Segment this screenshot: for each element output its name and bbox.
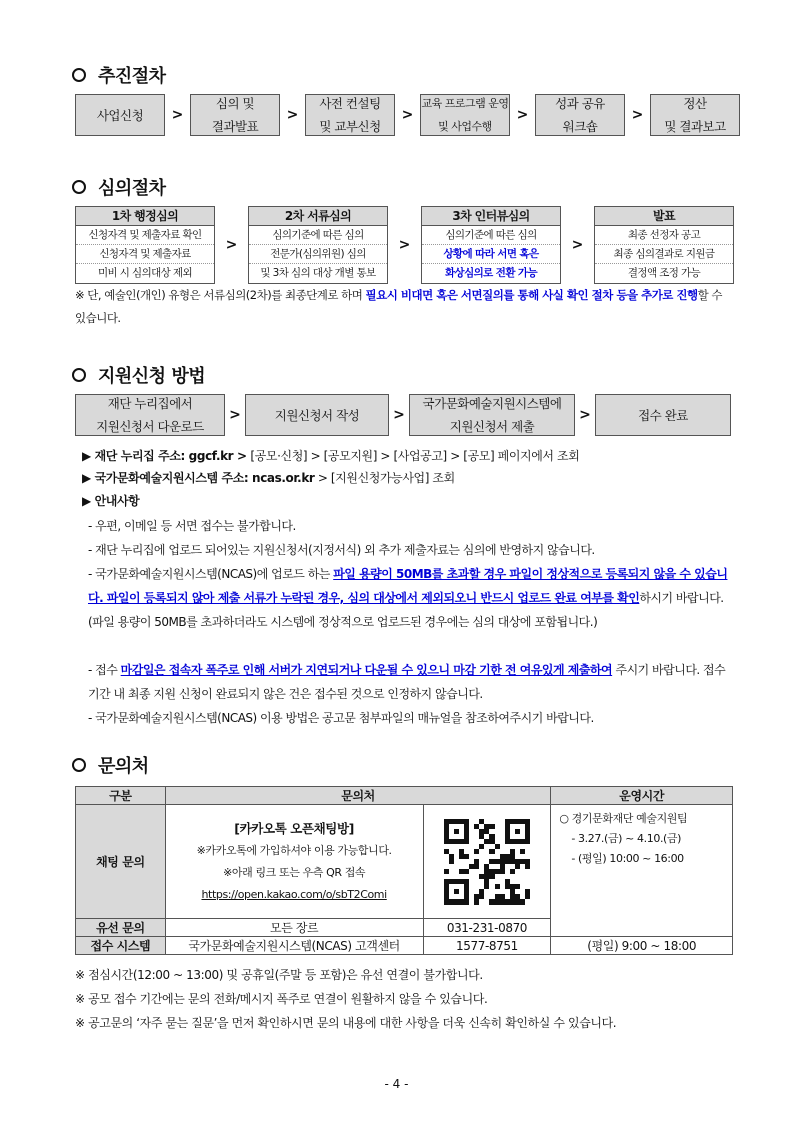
step-label: 지원신청서 다운로드 [96, 419, 204, 434]
kakao-openchat-link[interactable]: https://open.kakao.com/o/sbT2Comi [201, 887, 387, 901]
review-stage-3 [421, 206, 561, 284]
stage-line: 심의기준에 따른 심의 [249, 226, 387, 245]
guide-text: - 접수 [88, 663, 121, 677]
review-stage-1 [75, 206, 215, 284]
step-label: 심의 및 [215, 96, 255, 111]
step-label: 접수 완료 [638, 407, 688, 423]
section-title-text: 문의처 [98, 756, 149, 777]
qr-code-icon[interactable] [444, 819, 530, 905]
arrow-icon: > [286, 107, 299, 123]
chat-info [165, 805, 423, 919]
guide-item-5: - 국가문화예술지원시스템(NCAS) 이용 방법은 공고문 첨부파일의 매뉴얼을 참조하여주시기 바랍니다. [88, 711, 594, 725]
page-number: - 4 - [384, 1077, 409, 1091]
arrow-icon: > [225, 237, 238, 253]
arrow-icon: > [171, 107, 184, 123]
stage-line: 최종 심의결과로 지원금 [595, 245, 733, 264]
step-label: 워크숍 [562, 119, 598, 134]
bullet-bold: ▶ 국가문화예술지원시스템 주소: ncas.or.kr [82, 471, 315, 485]
table-header: 구분 [76, 787, 166, 805]
step-label: 및 교부신청 [319, 119, 381, 134]
contact-note-1: ※ 점심시간(12:00 ~ 13:00) 및 공휴일(주말 등 포함)은 유선 연결이 불가합니다. [75, 968, 483, 982]
phone-desc: 모든 장르 [165, 919, 423, 937]
procedure-step-3 [305, 94, 395, 136]
bullet-bold: ▶ 재단 누리집 주소: ggcf.kr > [82, 449, 251, 463]
review-stage-2 [248, 206, 388, 284]
circle-icon [72, 68, 86, 82]
bullet-bold: ▶ 안내사항 [82, 494, 140, 508]
row-label-phone: 유선 문의 [76, 919, 166, 937]
step-label: 및 결과보고 [664, 119, 726, 134]
hours-line: - (평일) 10:00 ~ 16:00 [571, 852, 684, 865]
chat-note: ※아래 링크 또는 우측 QR 접속 [223, 865, 366, 879]
contact-table [75, 786, 733, 955]
procedure-step-5 [535, 94, 625, 136]
table-header: 운영시간 [551, 787, 733, 805]
step-label: 지원신청서 제출 [449, 419, 535, 434]
section-title-text: 지원신청 방법 [98, 366, 206, 387]
note-text: ※ 단, 예술인(개인) 유형은 서류심의(2차)를 최종단계로 하며 [75, 288, 366, 302]
stage-line: 결정액 조정 가능 [627, 267, 701, 279]
bullet-ncas [82, 467, 455, 489]
guide-highlight: 파일 용량이 50MB를 초과할 경우 파일이 정상적으로 등록되지 않을 수 있습니다. 파일이 등록되지 않아 제출 서류가 누락된 경우, 심의 대상에서 제외되오니 반드시 업로드 완료 여부를 확인 [88, 567, 728, 605]
step-label: 재단 누리집에서 [107, 396, 193, 411]
stage-line-highlight: 화상심의로 전환 가능 [445, 267, 537, 279]
section-title-contact [72, 752, 149, 778]
section-title-procedure [72, 62, 166, 88]
hours-line: ○ 경기문화재단 예술지원팀 [559, 812, 688, 825]
circle-icon [72, 368, 86, 382]
row-label-system: 접수 시스템 [76, 937, 166, 955]
contact-note-3: ※ 공고문의 ‘자주 묻는 질문’을 먼저 확인하시면 문의 내용에 대한 사항을 더욱 신속히 확인하실 수 있습니다. [75, 1016, 617, 1030]
section-title-review [72, 174, 166, 200]
bullet-ggcf [82, 445, 579, 467]
guide-highlight: 마감일은 접속자 폭주로 인해 서버가 지연되거나 다운될 수 있으니 마감 기한 전 여유있게 제출하여 [120, 663, 613, 677]
system-desc: 국가문화예술지원시스템(NCAS) 고객센터 [165, 937, 423, 955]
review-note [75, 284, 735, 330]
apply-step-3 [409, 394, 575, 436]
arrow-icon: > [229, 407, 241, 423]
stage-head: 1차 행정심의 [76, 207, 214, 226]
stage-line: 최종 선정자 공고 [595, 226, 733, 245]
circle-icon [72, 758, 86, 772]
step-label: 정산 [683, 96, 707, 111]
arrow-icon: > [516, 107, 529, 123]
stage-head: 2차 서류심의 [249, 207, 387, 226]
hours-info [551, 805, 733, 937]
guide-text: - 국가문화예술지원시스템(NCAS)에 업로드 하는 [88, 567, 334, 581]
step-label: 교육 프로그램 운영 [421, 97, 509, 110]
stage-line: 미비 시 심의대상 제외 [97, 267, 193, 279]
table-header: 문의처 [165, 787, 551, 805]
review-flow [75, 206, 734, 284]
system-hours: (평일) 9:00 ~ 18:00 [551, 937, 733, 955]
stage-line: 신청자격 및 제출자료 [76, 245, 214, 264]
arrow-icon: > [579, 407, 591, 423]
guide-item-3 [88, 562, 733, 634]
note-highlight: 필요시 비대면 혹은 서면질의를 통해 사실 확인 절차 등을 추가로 진행 [365, 288, 698, 302]
stage-line: 심의기준에 따른 심의 [422, 226, 560, 245]
stage-line: 전문가(심의위원) 심의 [249, 245, 387, 264]
guide-text: 주시기 바랍니다. 접수 기간 내 최종 지원 신청이 완료되지 않은 건은 접수된 것으로 인정하지 않습니다. [88, 663, 726, 701]
section-title-text: 추진절차 [98, 66, 166, 87]
step-label: 결과발표 [211, 119, 259, 134]
stage-line: 및 3차 심의 대상 개별 통보 [260, 267, 376, 279]
circle-icon [72, 180, 86, 194]
apply-flow [75, 394, 731, 436]
row-label-chat: 채팅 문의 [76, 805, 166, 919]
step-label: 및 사업수행 [438, 120, 492, 133]
phone-number: 031-231-0870 [423, 919, 551, 937]
bullet-text: [공모·신청] > [공모지원] > [사업공고] > [공모] 페이지에서 조회 [250, 449, 580, 463]
apply-step-4 [595, 394, 731, 436]
apply-step-2 [245, 394, 389, 436]
stage-line: 신청자격 및 제출자료 확인 [76, 226, 214, 245]
step-label: 지원신청서 작성 [274, 407, 360, 423]
procedure-step-4 [420, 94, 510, 136]
arrow-icon: > [401, 107, 414, 123]
bullet-guide [82, 490, 139, 512]
arrow-icon: > [631, 107, 644, 123]
contact-note-2: ※ 공모 접수 기간에는 문의 전화/메시지 폭주로 연결이 원활하지 않을 수 있습니다. [75, 992, 488, 1006]
guide-item-1: - 우편, 이메일 등 서면 접수는 불가합니다. [88, 519, 296, 533]
arrow-icon: > [398, 237, 411, 253]
guide-text: 하시기 바랍니다. (파일 용량이 50MB를 초과하더라도 시스템에 정상적으로 업로드된 경우에는 심의 대상에 포함됩니다.) [88, 591, 724, 629]
step-label: 사업신청 [96, 107, 144, 123]
procedure-flow [75, 94, 740, 136]
procedure-step-1 [75, 94, 165, 136]
guide-item-4 [88, 658, 733, 706]
note-text: 할 수 있습니다. [75, 288, 723, 325]
section-title-text: 심의절차 [98, 178, 166, 199]
qr-cell [423, 805, 551, 919]
review-stage-4 [594, 206, 734, 284]
step-label: 사전 컨설팅 [319, 96, 381, 111]
arrow-icon: > [571, 237, 584, 253]
hours-line: - 3.27.(금) ~ 4.10.(금) [571, 832, 682, 845]
section-title-apply [72, 362, 205, 388]
stage-line-highlight: 상황에 따라 서면 혹은 [422, 245, 560, 264]
qr-module [525, 899, 530, 904]
apply-step-1 [75, 394, 225, 436]
step-label: 국가문화예술지원시스템에 [422, 396, 562, 411]
chat-title: [카카오톡 오픈채팅방] [234, 820, 354, 836]
step-label: 성과 공유 [555, 96, 605, 111]
procedure-step-6 [650, 94, 740, 136]
arrow-icon: > [393, 407, 405, 423]
procedure-step-2 [190, 94, 280, 136]
chat-note: ※카카오톡에 가입하셔야 이용 가능합니다. [196, 843, 392, 857]
stage-head: 발표 [595, 207, 733, 226]
system-number: 1577-8751 [423, 937, 551, 955]
bullet-text: > [지원신청가능사업] 조회 [314, 471, 455, 485]
stage-head: 3차 인터뷰심의 [422, 207, 560, 226]
guide-item-2: - 재단 누리집에 업로드 되어있는 지원신청서(지정서식) 외 추가 제출자료는 심의에 반영하지 않습니다. [88, 543, 595, 557]
